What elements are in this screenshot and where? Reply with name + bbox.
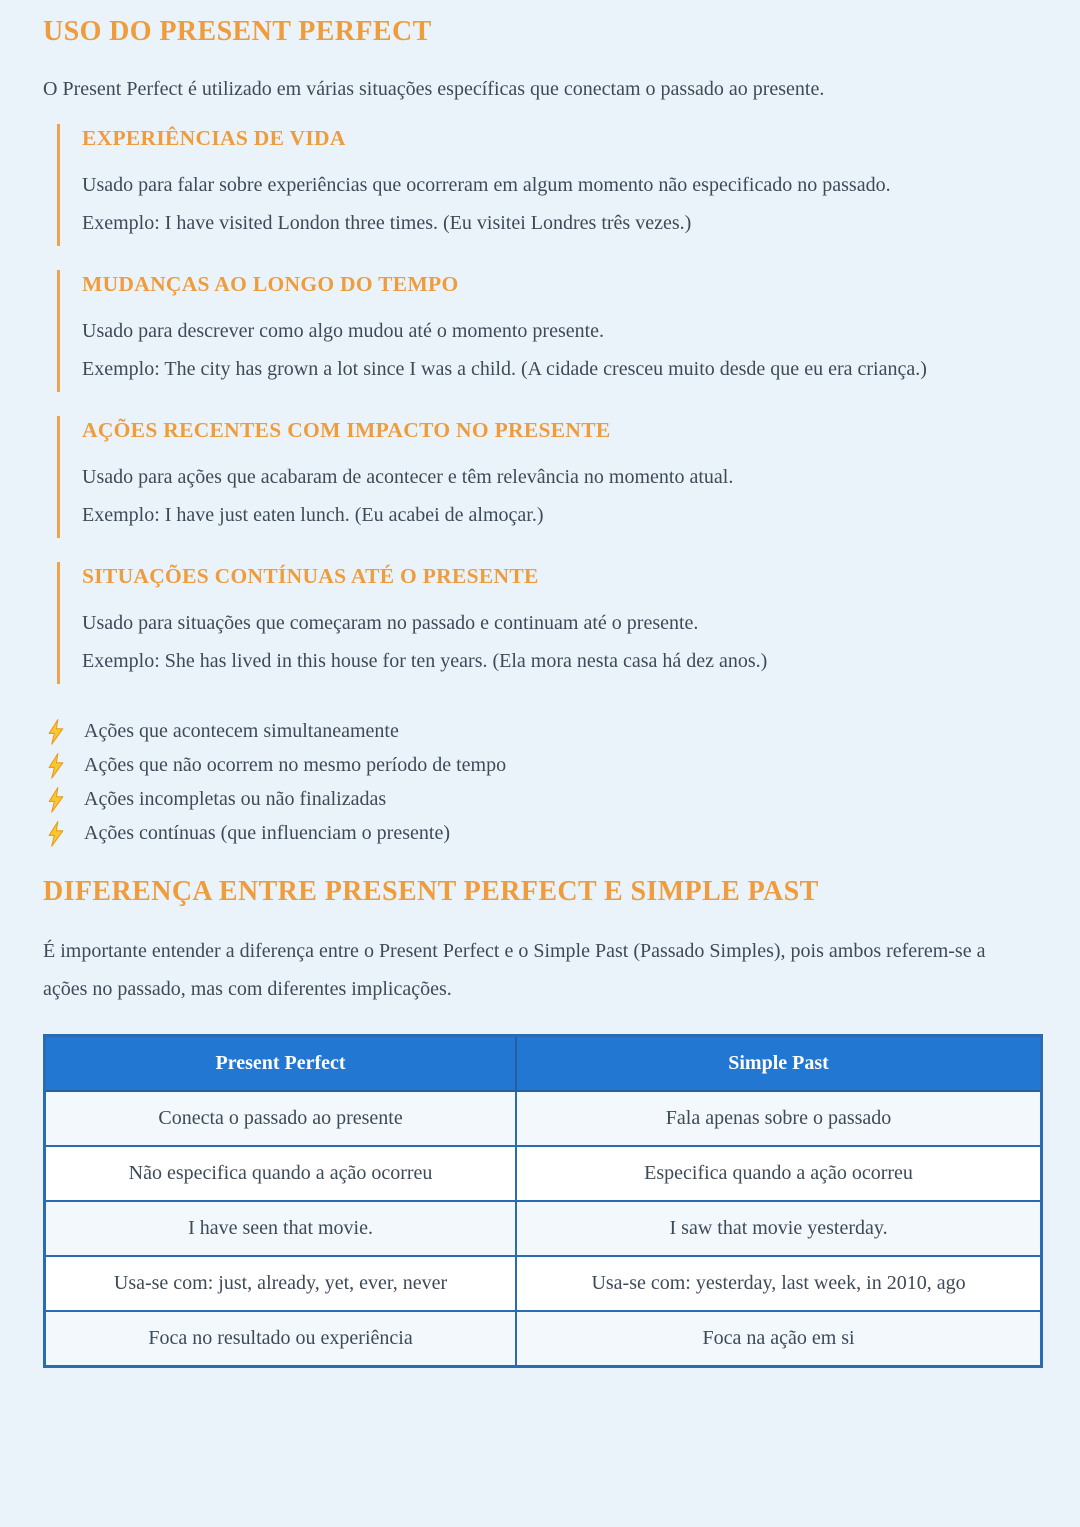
table-cell: I have seen that movie. — [45, 1201, 517, 1256]
list-item — [45, 748, 1040, 782]
table-header-row — [45, 1036, 1042, 1092]
section-situacoes-continuas — [57, 562, 1040, 684]
table-row — [45, 1146, 1042, 1201]
table-header-present-perfect: Present Perfect — [45, 1036, 517, 1092]
lightning-bolt-icon — [45, 719, 67, 745]
table-row — [45, 1091, 1042, 1146]
bullet-list — [43, 714, 1040, 850]
table-cell: Usa-se com: just, already, yet, ever, never — [45, 1256, 517, 1311]
section-experiencias-de-vida — [57, 124, 1040, 246]
list-item — [45, 714, 1040, 748]
section-description: Usado para descrever como algo mudou até o momento presente. — [82, 320, 605, 342]
table-header-simple-past: Simple Past — [516, 1036, 1041, 1092]
list-item-text: Ações que acontecem simultaneamente — [84, 720, 399, 742]
table-cell: Foca na ação em si — [516, 1311, 1041, 1367]
comparison-table — [43, 1034, 1043, 1368]
table-row — [45, 1256, 1042, 1311]
table-row — [45, 1311, 1042, 1367]
table-cell: Não especifica quando a ação ocorreu — [45, 1146, 517, 1201]
table-cell: Especifica quando a ação ocorreu — [516, 1146, 1041, 1201]
list-item-text: Ações incompletas ou não finalizadas — [84, 788, 387, 810]
section-heading: SITUAÇÕES CONTÍNUAS ATÉ O PRESENTE — [82, 564, 539, 588]
intro-paragraph: O Present Perfect é utilizado em várias situações específicas que conectam o passado ao presente. — [43, 78, 825, 100]
section-description: Usado para situações que começaram no passado e continuam até o presente. — [82, 612, 699, 634]
second-page-title: DIFERENÇA ENTRE PRESENT PERFECT E SIMPLE PAST — [43, 876, 819, 907]
lightning-bolt-icon — [45, 753, 67, 779]
second-intro-paragraph: É importante entender a diferença entre o Present Perfect e o Simple Past (Passado Simples), pois ambos referem-se a ações no passado, mas com diferentes implicações. — [43, 940, 986, 1000]
table-cell: Foca no resultado ou experiência — [45, 1311, 517, 1367]
section-example: Exemplo: I have visited London three times. (Eu visitei Londres três vezes.) — [82, 212, 692, 234]
page-title: USO DO PRESENT PERFECT — [43, 16, 432, 47]
section-example: Exemplo: I have just eaten lunch. (Eu acabei de almoçar.) — [82, 504, 544, 526]
list-item — [45, 782, 1040, 816]
section-mudancas-ao-longo-do-tempo — [57, 270, 1040, 392]
table-cell: Fala apenas sobre o passado — [516, 1091, 1041, 1146]
list-item-text: Ações que não ocorrem no mesmo período de tempo — [84, 754, 507, 776]
table-cell: Usa-se com: yesterday, last week, in 2010, ago — [516, 1256, 1041, 1311]
table-row — [45, 1201, 1042, 1256]
section-heading: AÇÕES RECENTES COM IMPACTO NO PRESENTE — [82, 418, 611, 442]
table-cell: Conecta o passado ao presente — [45, 1091, 517, 1146]
section-description: Usado para falar sobre experiências que ocorreram em algum momento não especificado no passado. — [82, 174, 891, 196]
lightning-bolt-icon — [45, 821, 67, 847]
lightning-bolt-icon — [45, 787, 67, 813]
section-acoes-recentes — [57, 416, 1040, 538]
section-example: Exemplo: The city has grown a lot since I was a child. (A cidade cresceu muito desde que eu era criança.) — [82, 358, 927, 380]
table-cell: I saw that movie yesterday. — [516, 1201, 1041, 1256]
list-item — [45, 816, 1040, 850]
list-item-text: Ações contínuas (que influenciam o presente) — [84, 822, 450, 844]
section-heading: MUDANÇAS AO LONGO DO TEMPO — [82, 272, 459, 296]
section-description: Usado para ações que acabaram de acontecer e têm relevância no momento atual. — [82, 466, 734, 488]
section-heading: EXPERIÊNCIAS DE VIDA — [82, 126, 346, 150]
section-example: Exemplo: She has lived in this house for ten years. (Ela mora nesta casa há dez anos.) — [82, 650, 768, 672]
